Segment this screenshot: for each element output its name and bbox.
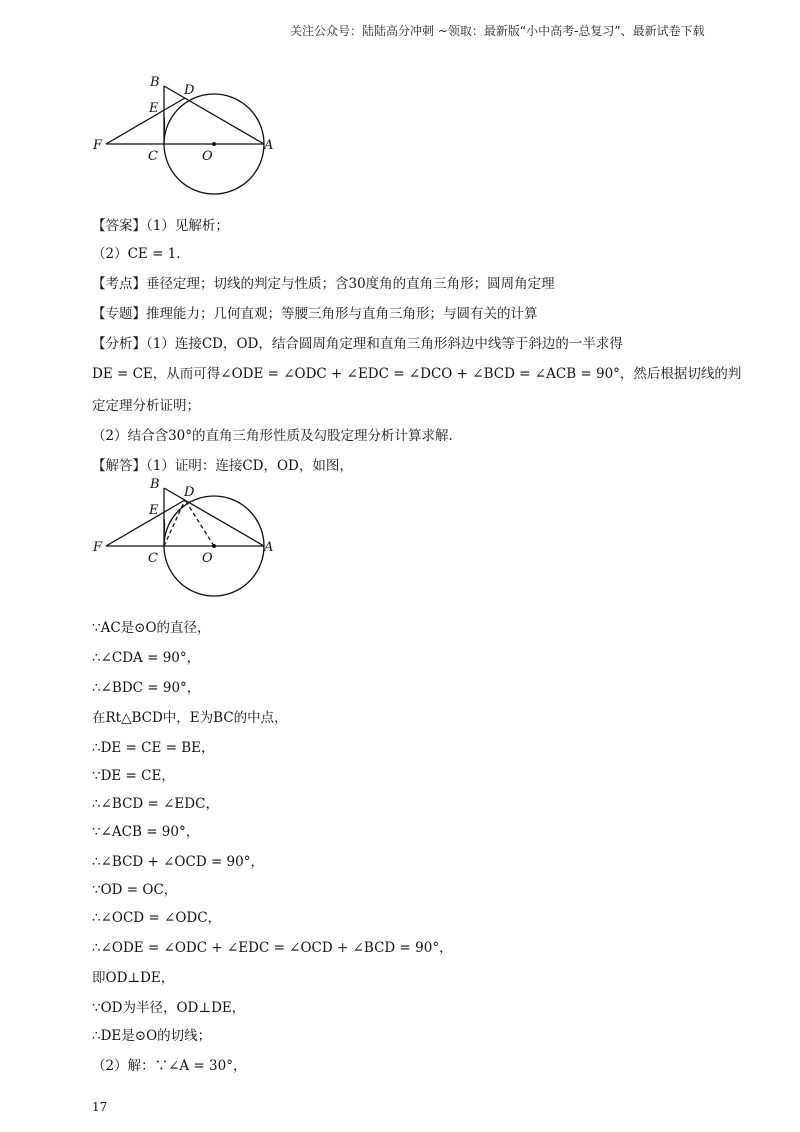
page-number: 17 <box>92 1100 108 1114</box>
text-line: ∴∠CDA = 90°， <box>92 650 201 666</box>
geometry-figure-2 <box>90 476 290 610</box>
label-F: F <box>93 138 103 153</box>
text-line: ∴∠BDC = 90°， <box>92 680 201 696</box>
label-A: A <box>264 540 274 555</box>
text-line: ∵∠ACB = 90°， <box>92 824 200 840</box>
text-line: ∴DE = CE = BE， <box>92 740 215 756</box>
text-line: ∴∠BCD + ∠OCD = 90°， <box>92 854 264 870</box>
label-E: E <box>149 101 159 116</box>
text-line: ∵AC是⊙O的直径， <box>92 620 211 636</box>
text-line: （2）解：∵∠A = 30°， <box>92 1058 247 1074</box>
geometry-figure-1 <box>90 72 290 206</box>
text-line: ∵OD = OC， <box>92 882 178 898</box>
text-line: 【考点】垂径定理；切线的判定与性质；含30度角的直角三角形；圆周角定理 <box>92 276 555 292</box>
label-D: D <box>184 83 195 98</box>
label-A: A <box>264 138 274 153</box>
text-line: 【解答】（1）证明：连接CD，OD，如图， <box>92 458 353 474</box>
text-line: 定定理分析证明； <box>92 398 200 414</box>
label-C: C <box>148 149 158 164</box>
text-line: DE = CE，从而可得∠ODE = ∠ODC + ∠EDC = ∠DCO + ∠BCD = ∠ACB = 90°，然后根据切线的判 <box>92 366 742 382</box>
label-E: E <box>149 503 159 518</box>
label-F: F <box>93 540 103 555</box>
label-B: B <box>150 477 160 492</box>
label-D: D <box>184 485 195 500</box>
text-line: （2）结合含30°的直角三角形性质及勾股定理分析计算求解. <box>92 428 453 444</box>
text-line: 【专题】推理能力；几何直观；等腰三角形与直角三角形；与圆有关的计算 <box>92 306 538 322</box>
page-header: 关注公众号：陆陆高分冲刺 ~领取：最新版“小中高考-总复习”、最新试卷下载 <box>290 24 705 38</box>
label-O: O <box>202 551 213 566</box>
text-line: 【分析】（1）连接CD，OD，结合圆周角定理和直角三角形斜边中线等于斜边的一半求得 <box>92 336 623 352</box>
text-line: 在Rt△BCD中，E为BC的中点， <box>92 710 288 726</box>
text-line: （2）CE = 1. <box>92 246 181 262</box>
text-line: 【答案】（1）见解析； <box>92 218 229 234</box>
label-B: B <box>150 75 160 90</box>
text-line: ∴DE是⊙O的切线； <box>92 1028 212 1044</box>
text-line: ∴∠OCD = ∠ODC， <box>92 910 222 926</box>
label-C: C <box>148 551 158 566</box>
text-line: ∴∠BCD = ∠EDC， <box>92 796 219 812</box>
label-O: O <box>202 149 213 164</box>
text-line: ∵OD为半径，OD⊥DE， <box>92 1000 246 1016</box>
text-line: ∴∠ODE = ∠ODC + ∠EDC = ∠OCD + ∠BCD = 90°， <box>92 940 453 956</box>
text-line: 即OD⊥DE， <box>92 970 175 986</box>
text-line: ∵DE = CE， <box>92 768 175 784</box>
